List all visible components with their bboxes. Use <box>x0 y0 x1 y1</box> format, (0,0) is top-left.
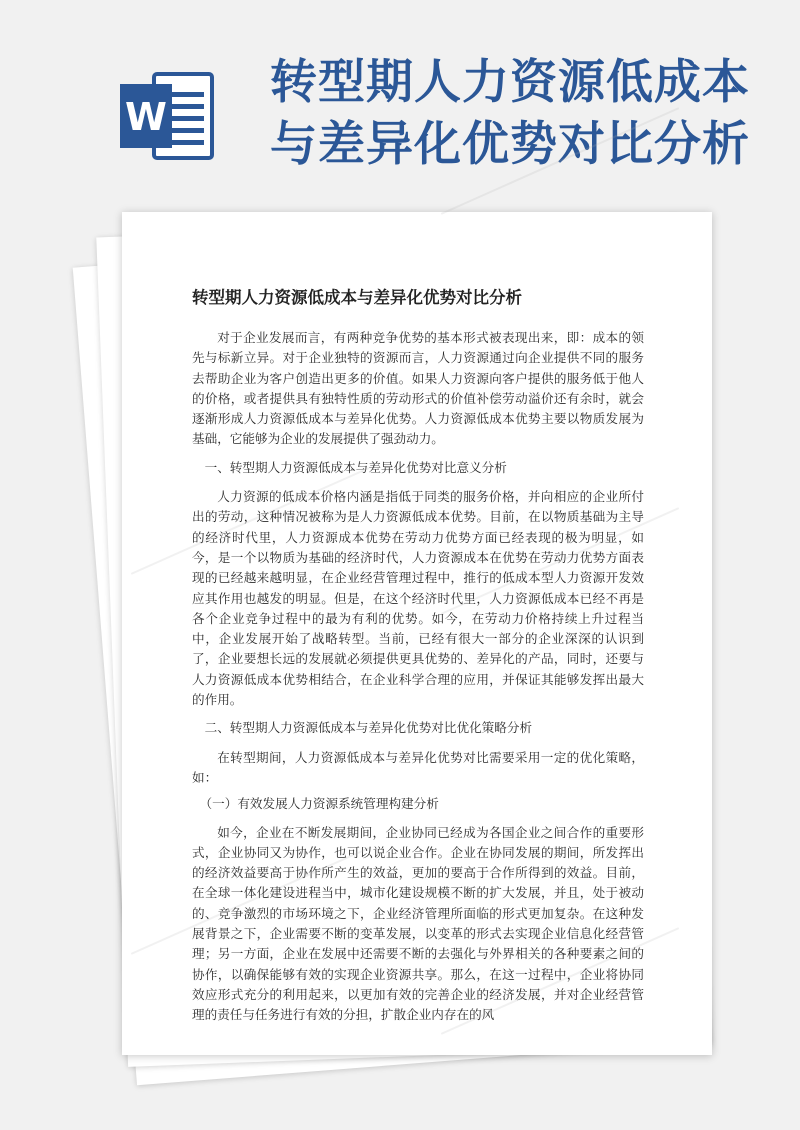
word-document-icon <box>116 66 216 166</box>
paragraph-intro: 对于企业发展而言，有两种竞争优势的基本形式被表现出来，即：成本的领先与标新立异。对于企业独特的资源而言，人力资源通过向企业提供不同的服务去帮助企业为客户创造出更多的价值。如果人力资源向客户提供的服务低于他人的价格，或者提供具有独特性质的劳动形式的价值补偿劳动溢价还有余时，就会逐渐形成人力资源低成本与差异化优势。人力资源低成本优势主要以物质发展为基础，它能够为企业的发展提供了强劲动力。 <box>192 330 644 447</box>
paragraph-subsection-1: 如今，企业在不断发展期间，企业协同已经成为各国企业之间合作的重要形式，企业协同又为协作，也可以说企业合作。企业在协同发展的期间，所发挥出的经济效益要高于协作所产生的效益，更加的要高于合作所得到的效益。目前，在全球一体化建设进程当中，城市化建设规模不断的扩大发展，并且，处于被动的、竞争激烈的市场环境之下，企业经济管理所面临的形式更加复杂。在这种发展背景之下，企业需要不断的变革发展，以变革的形式去实现企业信息化经营管理；另一方面，企业在发展中还需要不断的去强化与外界相关的各种要素之间的协作，以确保能够有效的实现企业资源共享。那么，在这一过程中，企业将协同效应形式充分的利用起来，以更加有效的完善企业的经济发展，并对企业经营管理的责任与任务进行有效的分担，扩散企业内存在的风 <box>192 824 644 1023</box>
section-heading-2: 二、转型期人力资源低成本与差异化优势对比优化策略分析 <box>204 720 533 736</box>
banner-title-line-2: 与差异化优势对比分析 <box>270 117 750 172</box>
document-body <box>192 328 644 1031</box>
banner-header <box>0 0 800 200</box>
subsection-heading-1: （一）有效发展人力资源系统管理构建分析 <box>199 796 439 812</box>
svg-text:W: W <box>125 95 167 139</box>
document-page <box>122 212 712 1055</box>
section-heading-1: 一、转型期人力资源低成本与差异化优势对比意义分析 <box>204 459 507 475</box>
paragraph-section-2-intro: 在转型期间，人力资源低成本与差异化优势对比需要采用一定的优化策略，如： <box>192 749 644 785</box>
paragraph-section-1: 人力资源的低成本价格内涵是指低于同类的服务价格，并向相应的企业所付出的劳动，这种情况被称为是人力资源低成本优势。目前，在以物质基础为主导的经济时代里，人力资源成本优势在劳动力优势方面已经表现的极为明显，如今，是一个以物质为基础的经济时代，人力资源成本在优势在劳动力优势方面表现的已经越来越明显，在企业经营管理过程中，推行的低成本型人力资源开发效应其作用也越发的明显。但是，在这个经济时代里，人力资源低成本已经不再是各个企业竞争过程中的最为有利的优势。如今，在劳动力价格持续上升过程当中，企业发展开始了战略转型。当前，已经有很大一部分的企业深深的认识到了，企业要想长远的发展就必须提供更具优势的、差异化的产品，同时，还要与人力资源低成本优势相结合，在企业科学合理的应用，并保证其能够发挥出最大的作用。 <box>192 489 644 708</box>
document-title: 转型期人力资源低成本与差异化优势对比分析 <box>192 288 522 307</box>
banner-title-line-1: 转型期人力资源低成本 <box>270 55 750 110</box>
banner-title <box>270 52 790 176</box>
